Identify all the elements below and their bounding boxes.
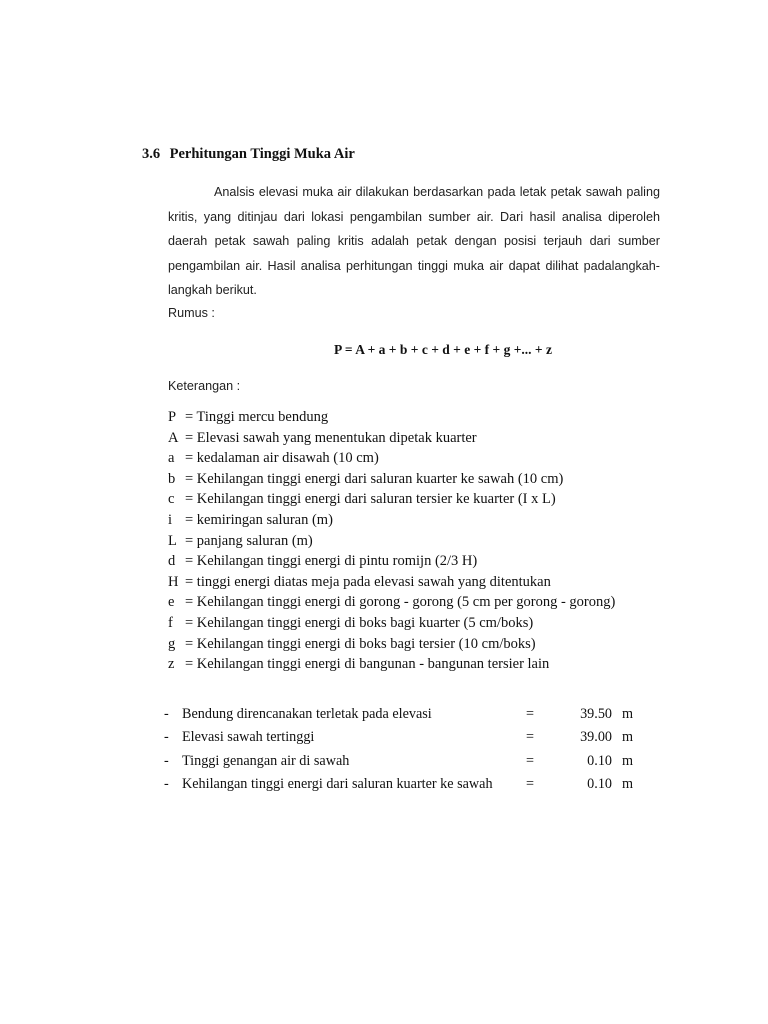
parameter-value: 39.00 — [580, 729, 612, 746]
parameter-value: 39.50 — [580, 706, 612, 722]
legend-description: = kemiringan saluran (m) — [185, 511, 333, 528]
legend-list — [168, 407, 688, 675]
legend-description: = Tinggi mercu bendung — [185, 409, 329, 425]
legend-description: = Elevasi sawah yang menentukan dipetak kuarter — [185, 429, 477, 446]
parameter-label: Elevasi sawah tertinggi — [182, 729, 315, 746]
parameter-list — [164, 706, 644, 799]
parameter-row — [164, 776, 644, 799]
parameter-unit: m — [622, 775, 634, 792]
parameter-unit: m — [622, 752, 634, 769]
legend-item — [168, 654, 688, 675]
legend-symbol: i — [168, 511, 173, 528]
legend-symbol: f — [168, 614, 173, 631]
parameter-row — [164, 729, 644, 752]
paragraph-line: langkah berikut. — [168, 283, 257, 298]
bullet-dash: - — [164, 706, 169, 722]
legend-symbol: P — [168, 409, 177, 425]
legend-description: = tinggi energi diatas meja pada elevasi sawah yang ditentukan — [185, 573, 551, 590]
legend-item — [168, 407, 688, 428]
legend-item — [168, 592, 688, 613]
legend-item — [168, 572, 688, 593]
legend-description: = Kehilangan tinggi energi dari saluran kuarter ke sawah (10 cm) — [185, 470, 564, 487]
legend-symbol: L — [168, 532, 177, 549]
legend-description: = Kehilangan tinggi energi di boks bagi kuarter (5 cm/boks) — [185, 614, 534, 631]
legend-description: = panjang saluran (m) — [185, 532, 313, 549]
equals-sign: = — [526, 775, 535, 792]
parameter-unit: m — [622, 729, 634, 746]
section-title: Perhitungan Tinggi Muka Air — [169, 146, 355, 162]
legend-item — [168, 634, 688, 655]
rumus-label: Rumus : — [168, 306, 215, 320]
parameter-label: Tinggi genangan air di sawah — [182, 752, 350, 769]
legend-symbol: e — [168, 594, 175, 611]
legend-item — [168, 510, 688, 531]
legend-item — [168, 531, 688, 552]
legend-item — [168, 428, 688, 449]
equals-sign: = — [526, 752, 535, 769]
parameter-value: 0.10 — [587, 775, 612, 792]
bullet-dash: - — [164, 752, 169, 769]
bullet-dash: - — [164, 729, 169, 746]
legend-description: = Kehilangan tinggi energi di boks bagi tersier (10 cm/boks) — [185, 635, 536, 652]
legend-symbol: g — [168, 635, 176, 652]
section-heading — [142, 146, 355, 163]
legend-item — [168, 551, 688, 572]
formula: P = A + a + b + c + d + e + f + g +... + z — [334, 342, 552, 357]
legend-description: = Kehilangan tinggi energi di pintu romijn (2/3 H) — [185, 553, 478, 570]
legend-item — [168, 613, 688, 634]
legend-description: = Kehilangan tinggi energi dari saluran tersier ke kuarter (I x L) — [185, 491, 556, 508]
paragraph-line: daerah petak sawah paling kritis adalah petak dengan posisi terjauh dari sumber — [168, 234, 660, 249]
equals-sign: = — [526, 706, 535, 722]
legend-item — [168, 469, 688, 490]
legend-symbol: z — [168, 656, 175, 673]
paragraph-line: pengambilan air. Hasil analisa perhitungan tinggi muka air dapat dilihat padalangkah- — [168, 258, 660, 273]
legend-symbol: d — [168, 553, 176, 570]
legend-item — [168, 448, 688, 469]
legend-symbol: A — [168, 429, 179, 446]
legend-symbol: a — [168, 450, 175, 467]
legend-description: = Kehilangan tinggi energi di bangunan - bangunan tersier lain — [185, 656, 550, 673]
parameter-row — [164, 706, 644, 729]
legend-symbol: b — [168, 470, 176, 487]
keterangan-label: Keterangan : — [168, 379, 241, 393]
intro-paragraph — [168, 180, 660, 303]
legend-description: = Kehilangan tinggi energi di gorong - gorong (5 cm per gorong - gorong) — [185, 594, 616, 611]
parameter-row — [164, 753, 644, 776]
paragraph-line: kritis, yang ditinjau dari lokasi pengambilan sumber air. Dari hasil analisa diperoleh — [168, 209, 660, 224]
parameter-unit: m — [622, 706, 634, 722]
legend-item — [168, 489, 688, 510]
parameter-label: Kehilangan tinggi energi dari saluran kuarter ke sawah — [182, 775, 493, 792]
legend-description: = kedalaman air disawah (10 cm) — [185, 450, 379, 467]
legend-symbol: H — [168, 573, 179, 590]
paragraph-line: Analsis elevasi muka air dilakukan berdasarkan pada letak petak sawah paling — [214, 185, 660, 199]
legend-symbol: c — [168, 491, 175, 508]
parameter-label: Bendung direncanakan terletak pada elevasi — [182, 706, 432, 722]
bullet-dash: - — [164, 775, 169, 792]
equals-sign: = — [526, 729, 535, 746]
parameter-value: 0.10 — [587, 752, 612, 769]
section-number: 3.6 — [142, 146, 161, 162]
